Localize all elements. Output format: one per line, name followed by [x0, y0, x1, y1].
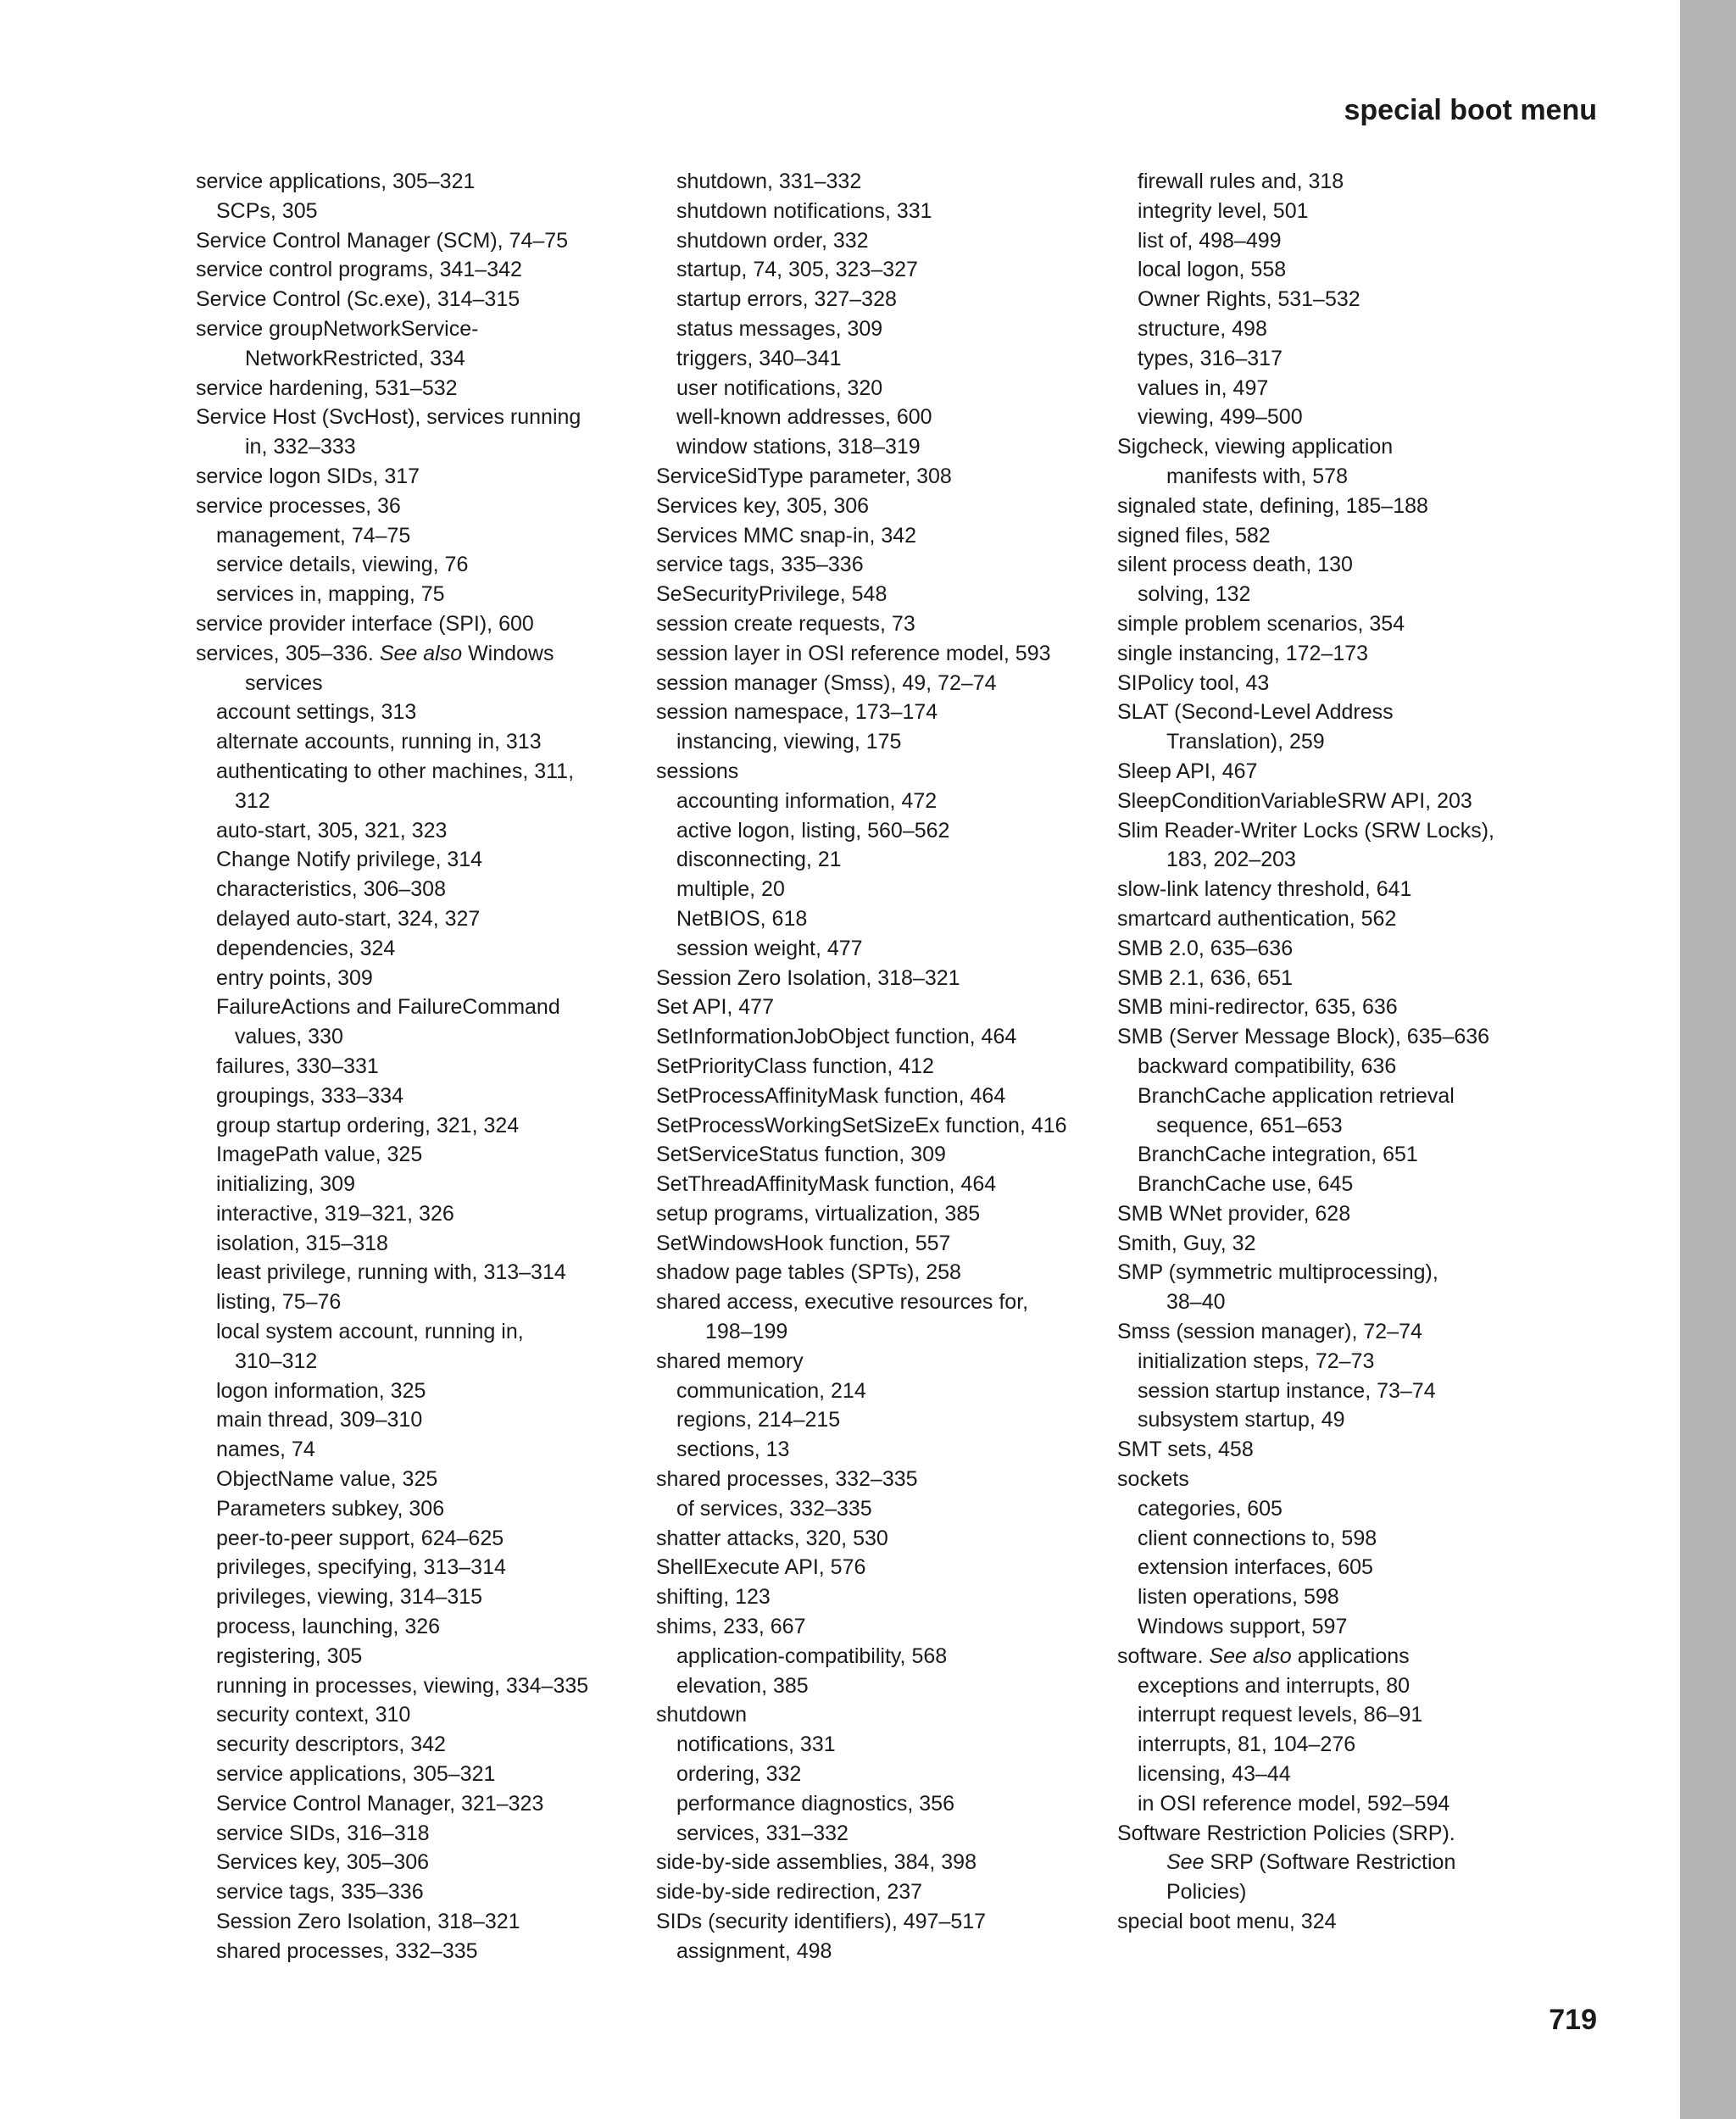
index-subentry: Windows support, 597	[1138, 1615, 1348, 1639]
index-subentry: listing, 75–76	[216, 1290, 342, 1315]
index-entry: service processes, 36	[196, 493, 401, 518]
index-subentry: groupings, 333–334	[216, 1083, 404, 1108]
index-entry: simple problem scenarios, 354	[1117, 611, 1405, 636]
index-subentry: startup, 74, 305, 323–327	[676, 258, 918, 282]
index-entry: Service Host (SvcHost), services running	[196, 405, 581, 430]
index-subentry: names, 74	[216, 1438, 315, 1462]
index-column-1	[196, 167, 645, 1966]
index-entry: service tags, 335–336	[656, 553, 864, 577]
index-subentry: privileges, specifying, 313–314	[216, 1555, 506, 1580]
index-subentry: triggers, 340–341	[676, 346, 842, 370]
index-entry: SetWindowsHook function, 557	[656, 1231, 951, 1255]
index-entry: side-by-side assemblies, 384, 398	[656, 1850, 976, 1875]
index-subentry: BranchCache application retrieval	[1138, 1083, 1455, 1108]
running-head: special boot menu	[1344, 94, 1597, 126]
index-subentry: management, 74–75	[216, 523, 411, 548]
index-subentry: ObjectName value, 325	[216, 1467, 438, 1492]
index-entry: Smith, Guy, 32	[1117, 1231, 1256, 1255]
index-subentry: least privilege, running with, 313–314	[216, 1260, 566, 1285]
index-subentry: account settings, 313	[216, 700, 417, 725]
index-entry: Sigcheck, viewing application	[1117, 435, 1394, 459]
index-entry: shadow page tables (SPTs), 258	[656, 1260, 961, 1285]
index-subentry: regions, 214–215	[676, 1408, 841, 1432]
index-subentry: user notifications, 320	[676, 375, 883, 400]
index-subentry: disconnecting, 21	[676, 848, 842, 872]
index-subentry: listen operations, 598	[1138, 1585, 1339, 1610]
index-entry: shifting, 123	[656, 1585, 771, 1610]
index-entry: side-by-side redirection, 237	[656, 1880, 923, 1905]
index-entry-continuation: 198–199	[705, 1320, 788, 1344]
index-subentry: service tags, 335–336	[216, 1880, 424, 1905]
index-entry: SIDs (security identifiers), 497–517	[656, 1910, 987, 1934]
index-subentry: privileges, viewing, 314–315	[216, 1585, 483, 1610]
index-entry: setup programs, virtualization, 385	[656, 1201, 981, 1226]
index-subentry: startup errors, 327–328	[676, 287, 897, 312]
index-subentry: licensing, 43–44	[1138, 1762, 1291, 1787]
index-entry: Software Restriction Policies (SRP).	[1117, 1821, 1455, 1845]
index-subentry: session weight, 477	[676, 936, 863, 960]
index-entry: sessions	[656, 759, 739, 783]
index-entry-continuation: NetworkRestricted, 334	[245, 346, 465, 370]
index-subentry: client connections to, 598	[1138, 1526, 1377, 1550]
index-subentry: security descriptors, 342	[216, 1732, 446, 1757]
index-subentry: sections, 13	[676, 1438, 790, 1462]
index-subentry: elevation, 385	[676, 1673, 809, 1698]
index-entry: SMB 2.1, 636, 651	[1117, 965, 1294, 990]
index-entry: shared processes, 332–335	[656, 1467, 918, 1492]
index-subentry: assignment, 498	[676, 1938, 832, 1963]
index-entry: SleepConditionVariableSRW API, 203	[1117, 788, 1472, 813]
index-subentry: ordering, 332	[676, 1762, 802, 1787]
index-entry: shatter attacks, 320, 530	[656, 1526, 888, 1550]
index-subentry: active logon, listing, 560–562	[676, 818, 950, 843]
index-entry-continuation: Translation), 259	[1166, 730, 1325, 754]
index-subentry: characteristics, 306–308	[216, 877, 446, 902]
index-entry: SetInformationJobObject function, 464	[656, 1025, 1017, 1049]
index-subentry: extension interfaces, 605	[1138, 1555, 1373, 1580]
index-subentry: dependencies, 324	[216, 936, 396, 960]
index-subentry: peer-to-peer support, 624–625	[216, 1526, 504, 1550]
see-also-label: See also	[1209, 1643, 1292, 1668]
index-subentry: shutdown order, 332	[676, 228, 869, 253]
index-subentry: backward compatibility, 636	[1138, 1054, 1397, 1078]
index-entry: special boot menu, 324	[1117, 1910, 1337, 1934]
index-subentry: interrupts, 81, 104–276	[1138, 1732, 1356, 1757]
index-entry: shared memory	[656, 1349, 804, 1373]
index-subentry: Parameters subkey, 306	[216, 1496, 445, 1521]
index-subentry: instancing, viewing, 175	[676, 730, 902, 754]
index-subentry: service details, viewing, 76	[216, 553, 469, 577]
index-subentry: entry points, 309	[216, 965, 373, 990]
index-entry: shutdown	[656, 1703, 748, 1727]
index-entry: signaled state, defining, 185–188	[1117, 493, 1428, 518]
index-entry: ServiceSidType parameter, 308	[656, 464, 952, 488]
index-subentry: SCPs, 305	[216, 198, 318, 223]
index-subentry: services in, mapping, 75	[216, 582, 445, 607]
index-subentry: initializing, 309	[216, 1172, 355, 1197]
index-subentry: accounting information, 472	[676, 788, 938, 813]
index-subentry: types, 316–317	[1138, 346, 1283, 370]
index-subentry: status messages, 309	[676, 316, 883, 341]
index-subentry: alternate accounts, running in, 313	[216, 730, 542, 754]
index-subentry: notifications, 331	[676, 1732, 836, 1757]
index-entry: session create requests, 73	[656, 611, 915, 636]
see-also-target: Windows	[468, 641, 554, 665]
index-subentry: of services, 332–335	[676, 1496, 872, 1521]
index-entry: SetThreadAffinityMask function, 464	[656, 1172, 997, 1197]
index-subentry: application-compatibility, 568	[676, 1643, 948, 1668]
index-subentry: ImagePath value, 325	[216, 1143, 423, 1167]
entry-text: services, 305–336.	[196, 641, 374, 665]
index-entry: sockets	[1117, 1467, 1189, 1492]
index-entry: service applications, 305–321	[196, 170, 476, 193]
index-subentry: services, 331–332	[676, 1821, 849, 1845]
index-subentry: process, launching, 326	[216, 1615, 441, 1639]
index-entry: Smss (session manager), 72–74	[1117, 1320, 1422, 1344]
index-subentry: multiple, 20	[676, 877, 785, 902]
index-entry: service logon SIDs, 317	[196, 464, 420, 488]
index-subentry: auto-start, 305, 321, 323	[216, 818, 448, 843]
index-subentry: authenticating to other machines, 311,	[216, 759, 575, 783]
index-subentry: solving, 132	[1138, 582, 1251, 607]
index-entry: session namespace, 173–174	[656, 700, 938, 725]
index-entry: Services MMC snap-in, 342	[656, 523, 917, 548]
see-target: SRP (Software Restriction	[1210, 1850, 1456, 1875]
index-subentry-continuation: 310–312	[235, 1349, 318, 1373]
index-subentry: viewing, 499–500	[1138, 405, 1303, 430]
index-entry: session manager (Smss), 49, 72–74	[656, 670, 997, 695]
index-subentry: security context, 310	[216, 1703, 411, 1727]
index-entry: shims, 233, 667	[656, 1615, 806, 1639]
index-subentry: local logon, 558	[1138, 258, 1287, 282]
index-entry-continuation: 183, 202–203	[1166, 848, 1296, 872]
index-subentry: in OSI reference model, 592–594	[1138, 1791, 1450, 1816]
index-entry: SMB 2.0, 635–636	[1117, 936, 1294, 960]
index-entry: SeSecurityPrivilege, 548	[656, 582, 887, 607]
index-column-3	[1117, 167, 1575, 1937]
index-entry: silent process death, 130	[1117, 553, 1353, 577]
index-subentry: NetBIOS, 618	[676, 906, 808, 931]
see-also-label: See also	[379, 641, 463, 665]
index-subentry: local system account, running in,	[216, 1320, 524, 1344]
index-entry-continuation: manifests with, 578	[1166, 464, 1348, 488]
index-subentry: logon information, 325	[216, 1378, 426, 1403]
index-entry: SMT sets, 458	[1117, 1438, 1254, 1462]
index-entry: SMB (Server Message Block), 635–636	[1117, 1025, 1490, 1049]
index-subentry: integrity level, 501	[1138, 198, 1309, 223]
index-column-2	[656, 167, 1114, 1966]
index-entry: service control programs, 341–342	[196, 258, 522, 282]
index-entry-services	[196, 639, 645, 669]
entry-text: software.	[1117, 1643, 1204, 1668]
index-subentry: Service Control Manager, 321–323	[216, 1791, 544, 1816]
index-entry: SMB WNet provider, 628	[1117, 1201, 1351, 1226]
index-entry-software	[1117, 1642, 1575, 1671]
index-subentry: failures, 330–331	[216, 1054, 379, 1078]
index-subentry: firewall rules and, 318	[1138, 170, 1344, 193]
index-subentry: BranchCache use, 645	[1138, 1172, 1354, 1197]
index-subentry: list of, 498–499	[1138, 228, 1282, 253]
index-entry: single instancing, 172–173	[1117, 641, 1369, 665]
index-entry: slow-link latency threshold, 641	[1117, 877, 1412, 902]
index-subentry: registering, 305	[216, 1643, 363, 1668]
index-entry: session layer in OSI reference model, 593	[656, 641, 1051, 665]
index-subentry: initialization steps, 72–73	[1138, 1349, 1375, 1373]
index-subentry: values in, 497	[1138, 375, 1269, 400]
index-subentry: delayed auto-start, 324, 327	[216, 906, 481, 931]
page-number: 719	[1549, 2004, 1597, 2036]
index-subentry: service SIDs, 316–318	[216, 1821, 430, 1845]
index-entry: SetPriorityClass function, 412	[656, 1054, 934, 1078]
index-subentry: shared processes, 332–335	[216, 1938, 478, 1963]
index-subentry-continuation: sequence, 651–653	[1156, 1113, 1343, 1137]
index-subentry: BranchCache integration, 651	[1138, 1143, 1418, 1167]
index-entry: shared access, executive resources for,	[656, 1290, 1029, 1315]
index-entry-continuation: Policies)	[1166, 1880, 1247, 1905]
index-subentry: structure, 498	[1138, 316, 1267, 341]
index-entry: service provider interface (SPI), 600	[196, 611, 534, 636]
see-label: See	[1166, 1850, 1205, 1875]
index-entry: Service Control (Sc.exe), 314–315	[196, 287, 520, 312]
index-subentry: main thread, 309–310	[216, 1408, 423, 1432]
index-entry: Set API, 477	[656, 995, 774, 1020]
index-subentry-continuation: 312	[235, 788, 270, 813]
index-entry: Service Control Manager (SCM), 74–75	[196, 228, 569, 253]
index-subentry: performance diagnostics, 356	[676, 1791, 954, 1816]
index-subentry: communication, 214	[676, 1378, 866, 1403]
index-entry: Services key, 305, 306	[656, 493, 870, 518]
index-subentry: Session Zero Isolation, 318–321	[216, 1910, 520, 1934]
index-subentry: categories, 605	[1138, 1496, 1283, 1521]
index-entry-see	[1117, 1848, 1575, 1877]
index-entry-continuation: services	[245, 670, 323, 695]
index-subentry: shutdown, 331–332	[676, 170, 862, 193]
index-entry-continuation: in, 332–333	[245, 435, 356, 459]
index-subentry: service applications, 305–321	[216, 1762, 496, 1787]
index-entry: Session Zero Isolation, 318–321	[656, 965, 960, 990]
index-entry: service hardening, 531–532	[196, 375, 458, 400]
index-entry: Sleep API, 467	[1117, 759, 1258, 783]
index-subentry: FailureActions and FailureCommand	[216, 995, 560, 1020]
index-entry: SLAT (Second-Level Address	[1117, 700, 1394, 725]
index-subentry: group startup ordering, 321, 324	[216, 1113, 520, 1137]
page-edge-bar	[1680, 0, 1736, 2119]
index-entry: Slim Reader-Writer Locks (SRW Locks),	[1117, 818, 1494, 843]
index-subentry: Services key, 305–306	[216, 1850, 430, 1875]
index-subentry: window stations, 318–319	[676, 435, 921, 459]
index-subentry: subsystem startup, 49	[1138, 1408, 1345, 1432]
index-entry: SMP (symmetric multiprocessing),	[1117, 1260, 1438, 1285]
index-subentry: isolation, 315–318	[216, 1231, 388, 1255]
index-subentry: interrupt request levels, 86–91	[1138, 1703, 1423, 1727]
index-subentry: Change Notify privilege, 314	[216, 848, 483, 872]
index-entry: SetProcessAffinityMask function, 464	[656, 1083, 1006, 1108]
index-subentry-continuation: values, 330	[235, 1025, 343, 1049]
index-subentry: exceptions and interrupts, 80	[1138, 1673, 1410, 1698]
index-subentry: interactive, 319–321, 326	[216, 1201, 454, 1226]
index-entry: SetProcessWorkingSetSizeEx function, 416	[656, 1113, 1067, 1137]
index-subentry: well-known addresses, 600	[676, 405, 932, 430]
index-subentry: Owner Rights, 531–532	[1138, 287, 1360, 312]
index-entry: SMB mini-redirector, 635, 636	[1117, 995, 1398, 1020]
index-entry: SIPolicy tool, 43	[1117, 670, 1270, 695]
see-also-target: applications	[1297, 1643, 1410, 1668]
index-entry: signed files, 582	[1117, 523, 1271, 548]
index-entry: SetServiceStatus function, 309	[656, 1143, 946, 1167]
index-entry-continuation: 38–40	[1166, 1290, 1226, 1315]
index-entry: smartcard authentication, 562	[1117, 906, 1397, 931]
index-entry: service groupNetworkService-	[196, 316, 479, 341]
index-entry: ShellExecute API, 576	[656, 1555, 866, 1580]
index-subentry: shutdown notifications, 331	[676, 198, 932, 223]
index-subentry: running in processes, viewing, 334–335	[216, 1673, 589, 1698]
index-subentry: session startup instance, 73–74	[1138, 1378, 1436, 1403]
